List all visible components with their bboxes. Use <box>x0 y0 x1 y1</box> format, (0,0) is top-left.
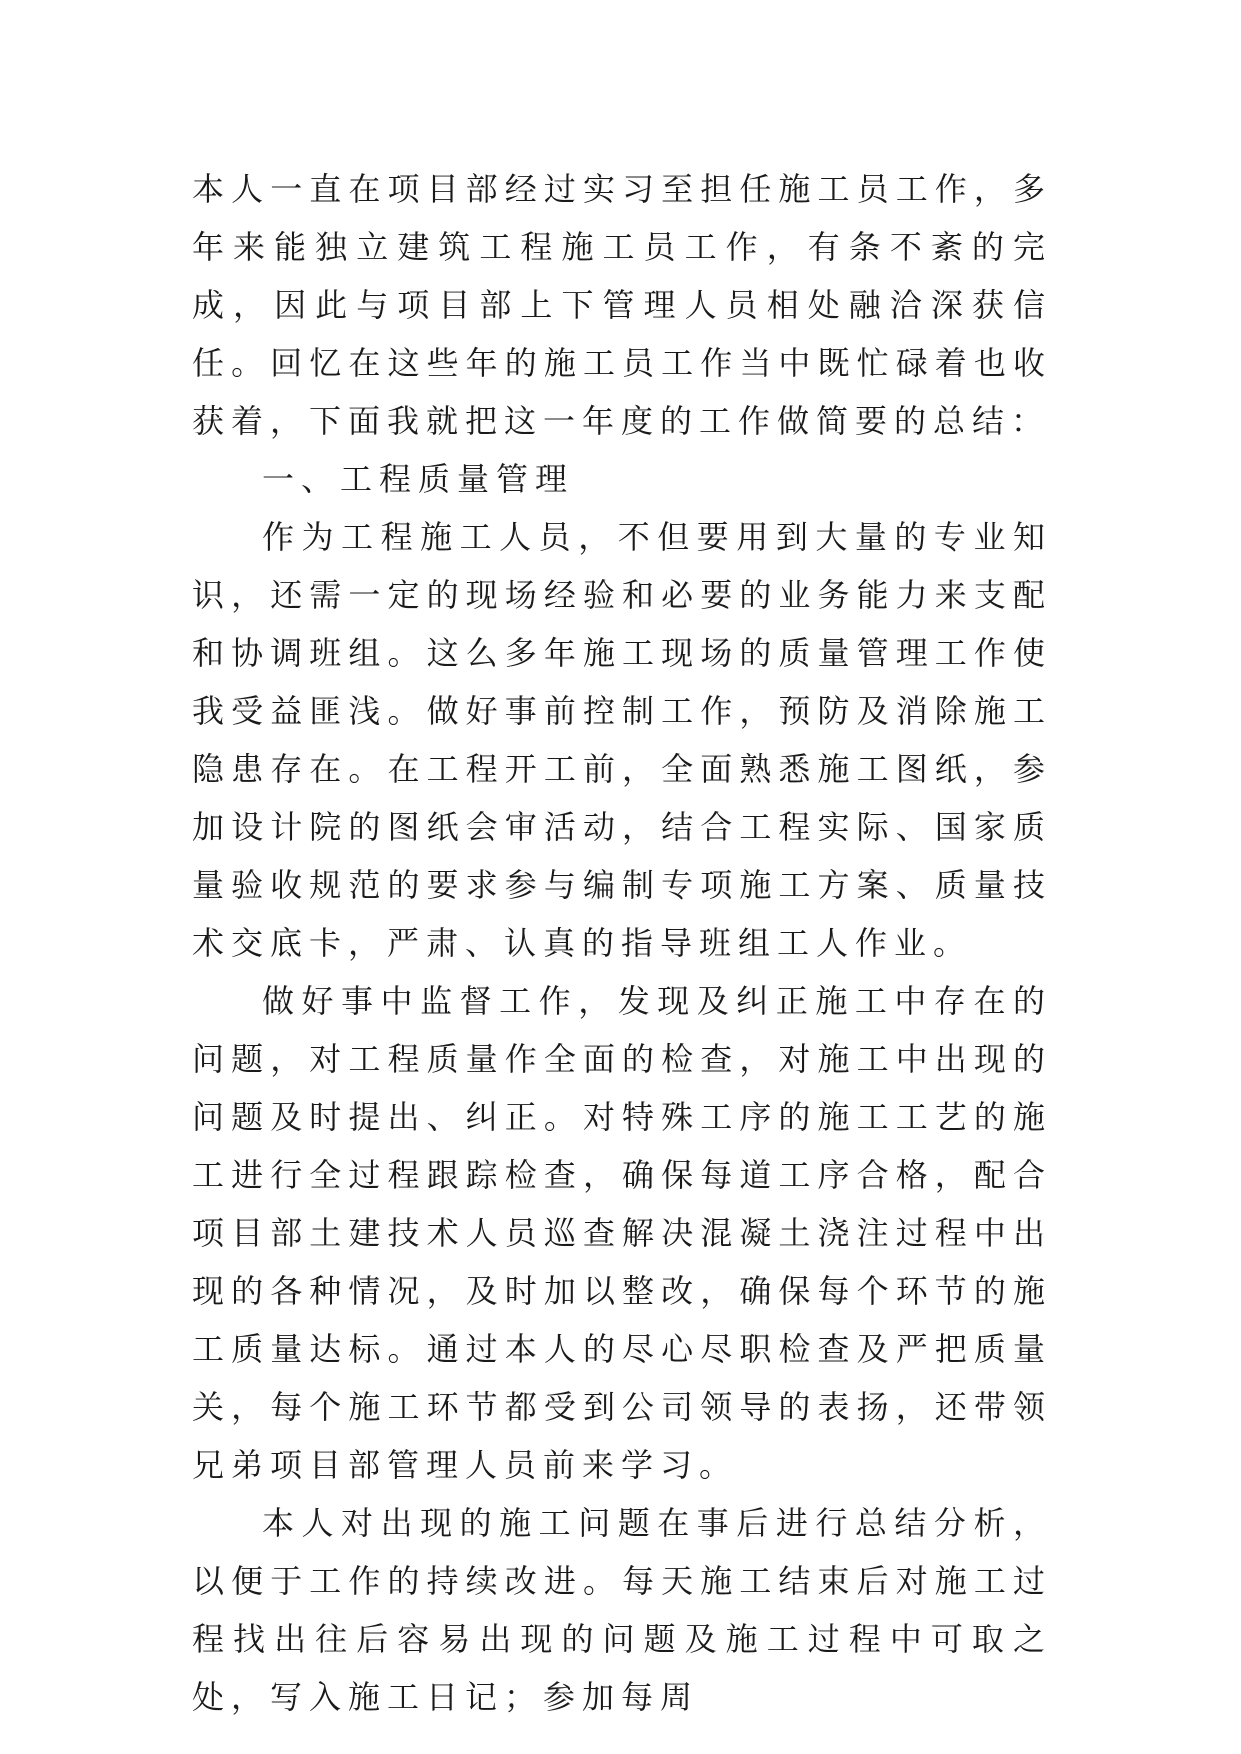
body-paragraph-2: 做好事中监督工作，发现及纠正施工中存在的问题，对工程质量作全面的检查，对施工中出现的问题及时提出、纠正。对特殊工序的施工工艺的施工进行全过程跟踪检查，确保每道工序合格，配合项目部土建技术人员巡查解决混凝土浇注过程中出现的各种情况，及时加以整改，确保每个环节的施工质量达标。通过本人的尽心尽职检查及严把质量关，每个施工环节都受到公司领导的表扬，还带领兄弟项目部管理人员前来学习。 <box>192 982 1052 1484</box>
body-paragraph-1: 作为工程施工人员，不但要用到大量的专业知识，还需一定的现场经验和必要的业务能力来支配和协调班组。这么多年施工现场的质量管理工作使我受益匪浅。做好事前控制工作，预防及消除施工隐患存在。在工程开工前，全面熟悉施工图纸，参加设计院的图纸会审活动，结合工程实际、国家质量验收规范的要求参与编制专项施工方案、质量技术交底卡，严肃、认真的指导班组工人作业。 <box>192 518 1052 962</box>
body-paragraph-3: 本人对出现的施工问题在事后进行总结分析，以便于工作的持续改进。每天施工结束后对施工过程找出往后容易出现的问题及施工过程中可取之处，写入施工日记；参加每周 <box>192 1504 1052 1716</box>
intro-paragraph: 本人一直在项目部经过实习至担任施工员工作，多年来能独立建筑工程施工员工作，有条不紊的完成，因此与项目部上下管理人员相处融洽深获信任。回忆在这些年的施工员工作当中既忙碌着也收获着，下面我就把这一年度的工作做简要的总结： <box>192 170 1052 440</box>
document-body <box>192 160 1052 1726</box>
section-heading-quality-management: 一、工程质量管理 <box>262 460 575 498</box>
